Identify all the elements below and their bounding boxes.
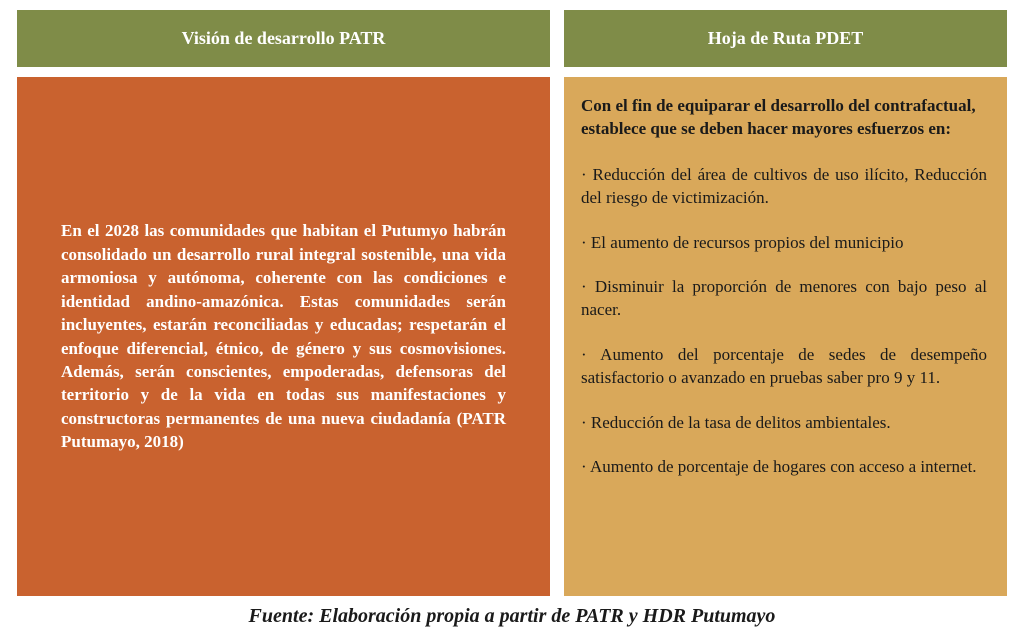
- list-item: · Reducción de la tasa de delitos ambientales.: [581, 412, 891, 432]
- vision-header-title: Visión de desarrollo PATR: [181, 28, 386, 48]
- vision-header: [17, 10, 550, 67]
- list-item: · Disminuir la proporción de menores con bajo peso al nacer.: [581, 277, 987, 320]
- source-caption: Fuente: Elaboración propia a partir de PATR y HDR Putumayo: [248, 605, 776, 627]
- hoja-de-ruta-header: [564, 10, 1007, 67]
- vision-panel: [17, 77, 550, 596]
- vision-text: En el 2028 las comunidades que habitan el Putumyo habrán consolidado un desarrollo rural integral sostenible, una vida armoniosa y autónoma, coherente con las condiciones e identidad andino-amazónica. Estas comunidades serán incluyentes, estarán reconciliadas y educadas; respetarán el enfoque diferencial, étnico, de género y sus cosmovisiones. Además, serán conscientes, empoderadas, defensoras del territorio y de la vida en todas sus manifestaciones y constructoras permanentes de una nueva ciudadanía (PATR Putumayo, 2018): [61, 221, 506, 452]
- list-item: · Aumento del porcentaje de sedes de desempeño satisfactorio o avanzado en pruebas saber pro 9 y 11.: [581, 344, 987, 388]
- hoja-de-ruta-panel: [564, 77, 1007, 596]
- hoja-de-ruta-header-title: Hoja de Ruta PDET: [707, 28, 864, 48]
- list-item: · Aumento de porcentaje de hogares con acceso a internet.: [581, 457, 977, 477]
- hoja-de-ruta-intro: Con el fin de equiparar el desarrollo del contrafactual, establece que se deben hacer mayores esfuerzos en:: [581, 96, 976, 139]
- list-item: · El aumento de recursos propios del municipio: [581, 232, 904, 252]
- list-item: · Reducción del área de cultivos de uso ilícito, Reducción del riesgo de victimización.: [581, 164, 987, 208]
